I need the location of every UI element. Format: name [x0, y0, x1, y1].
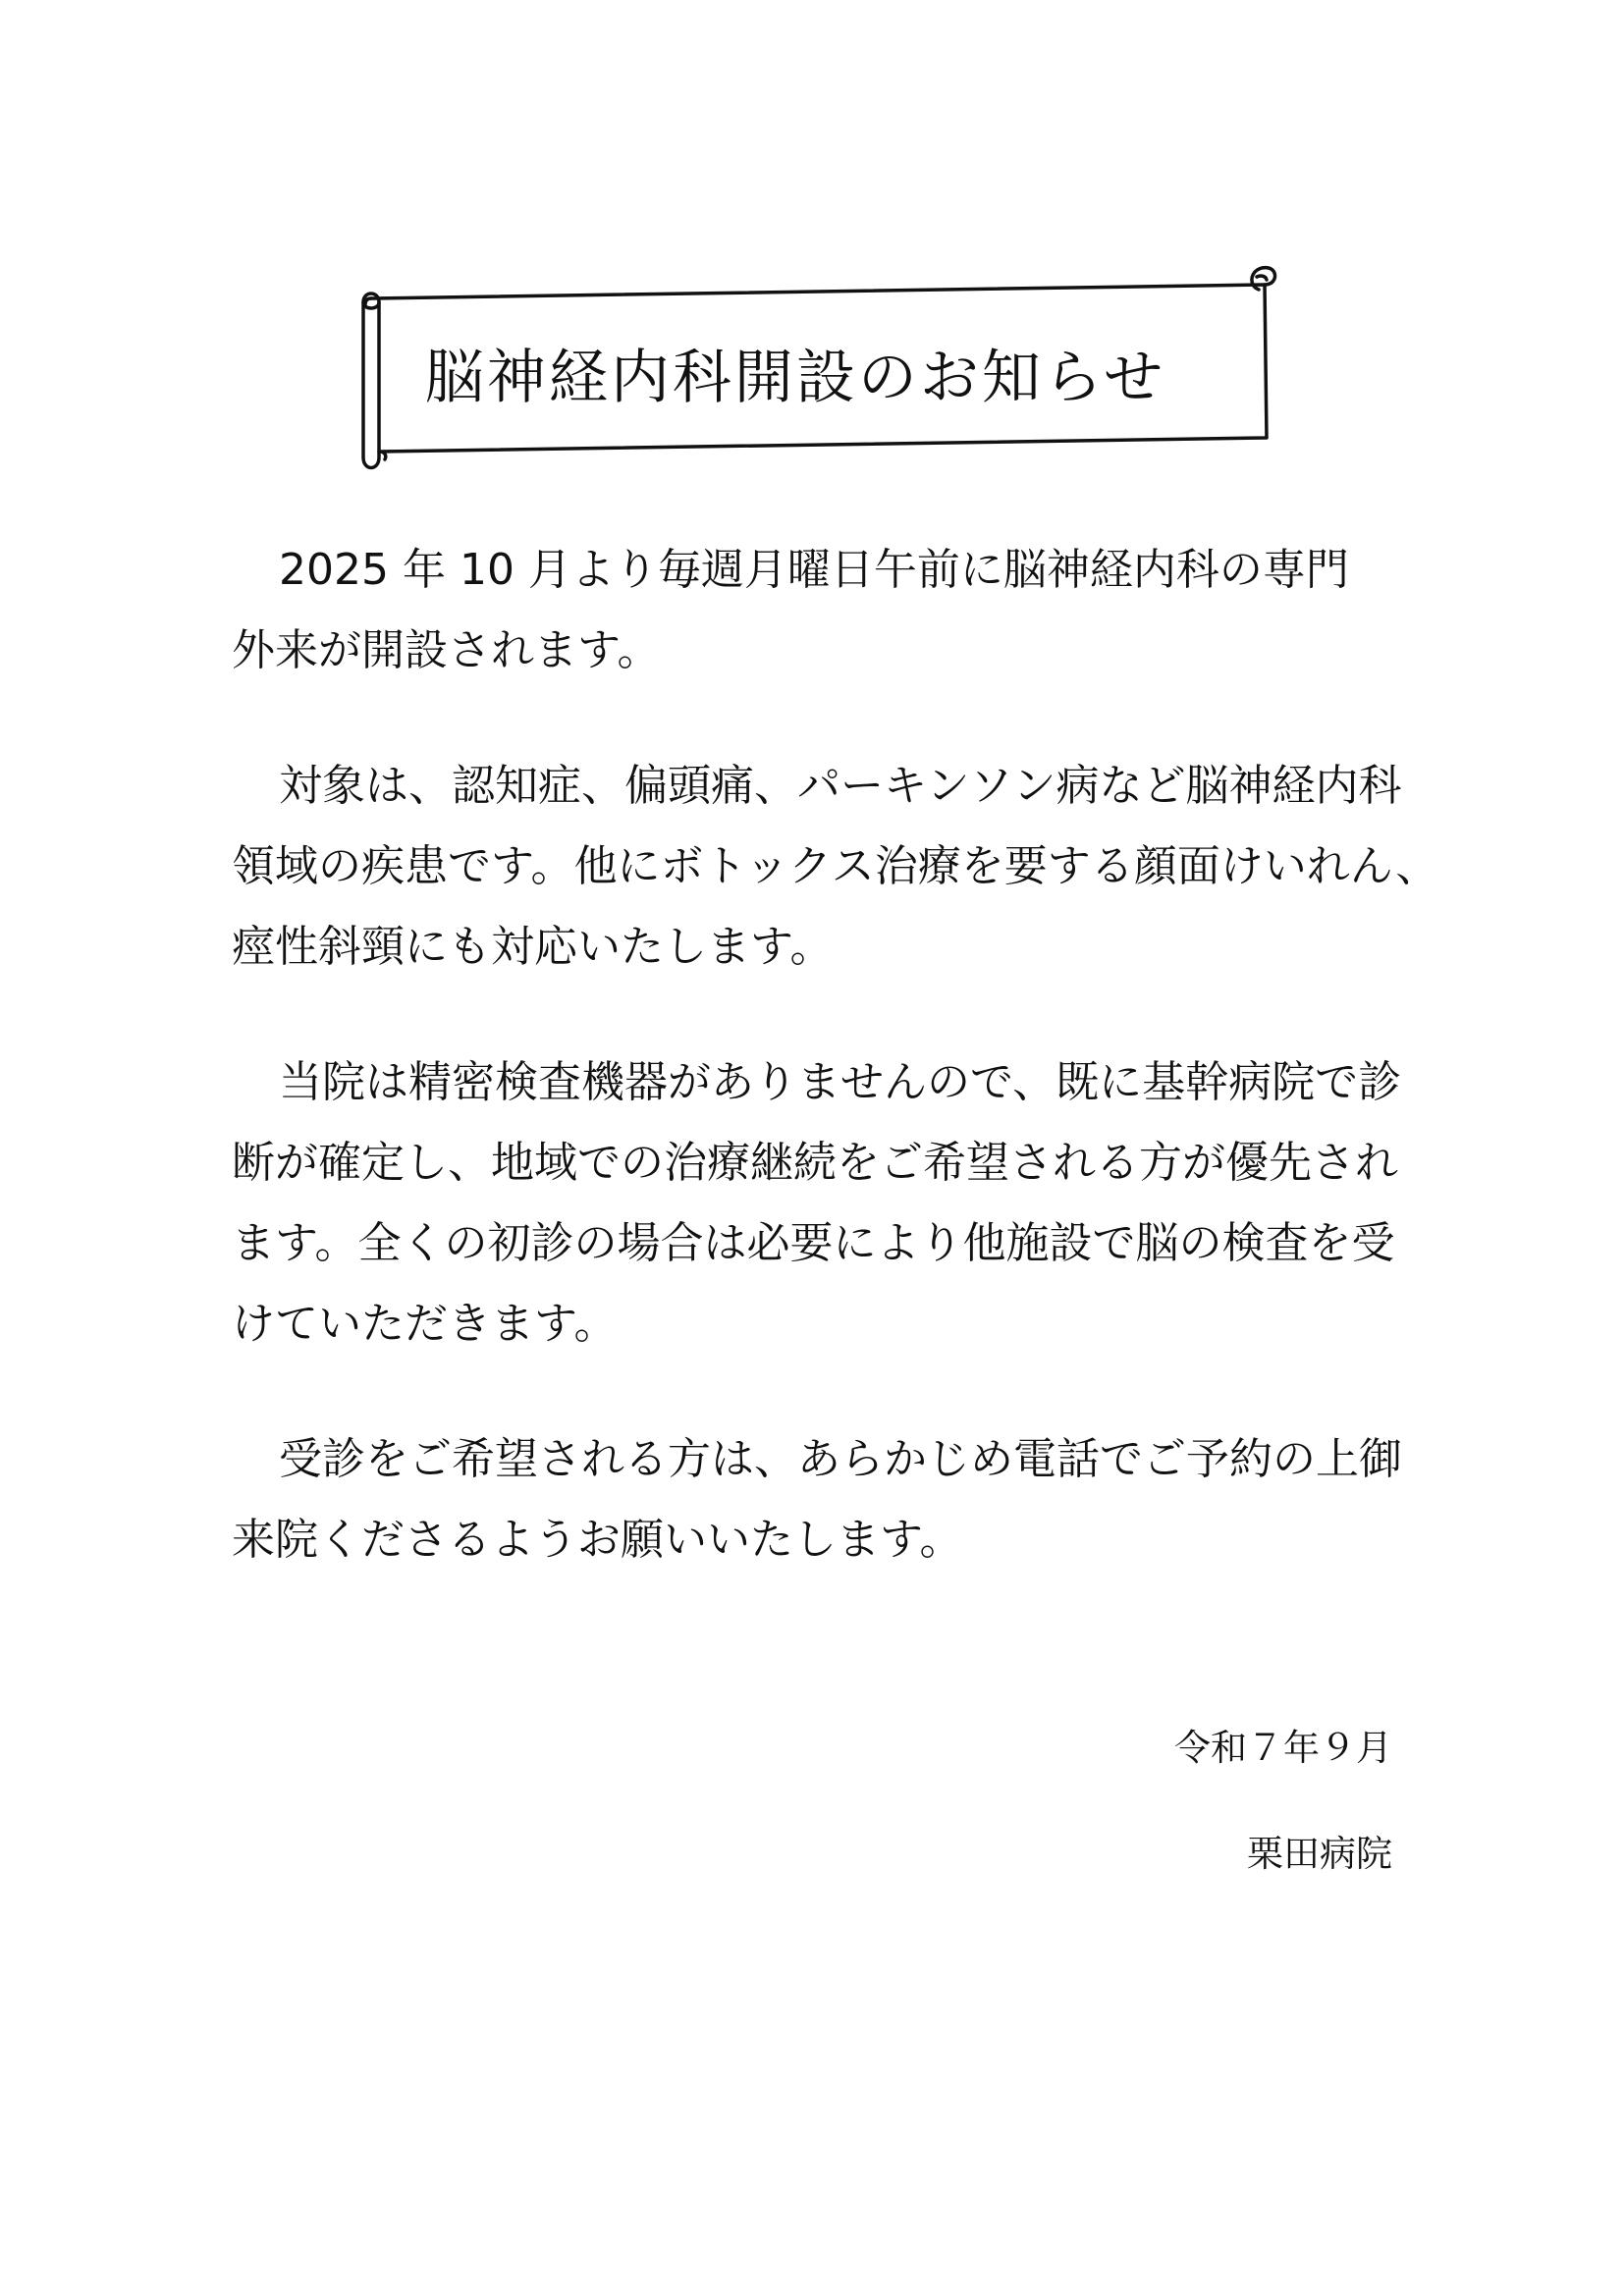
page-title: 脳神経内科開設のお知らせ — [424, 344, 1166, 412]
text-line: ます。全くの初診の場合は必要により他施設で脳の検査を受 — [232, 1218, 1395, 1268]
text-line: 当院は精密検査機器がありませんので、既に基幹病院で診 — [279, 1057, 1402, 1107]
text-line: 受診をご希望される方は、あらかじめ電話でご予約の上御 — [279, 1434, 1402, 1484]
paragraph-2 — [232, 746, 1439, 988]
paragraph-3 — [232, 1042, 1410, 1364]
notice-body — [232, 530, 1439, 1635]
hospital-name: 栗田病院 — [1247, 1833, 1392, 1875]
text-line: 来院くださるようお願いいたします。 — [232, 1515, 963, 1565]
text-line: 外来が開設されます。 — [232, 625, 661, 675]
text-line: 領域の疾患です。他にボトックス治療を要する顔面けいれん、 — [232, 841, 1439, 891]
paragraph-4 — [232, 1419, 1410, 1580]
text-line: 痙性斜頸にも対応いたします。 — [232, 922, 834, 972]
text-line: けていただきます。 — [232, 1299, 618, 1349]
text-line: 断が確定し、地域での治療継続をご希望される方が優先され — [232, 1138, 1398, 1188]
issue-date: 令和７年９月 — [1174, 1727, 1392, 1769]
paragraph-1 — [232, 530, 1410, 691]
text-line: 対象は、認知症、偏頭痛、パーキンソン病など脳神経内科 — [279, 761, 1402, 811]
text-line: 2025 年 10 月より毎週月曜日午前に脳神経内科の専門 — [279, 545, 1349, 595]
